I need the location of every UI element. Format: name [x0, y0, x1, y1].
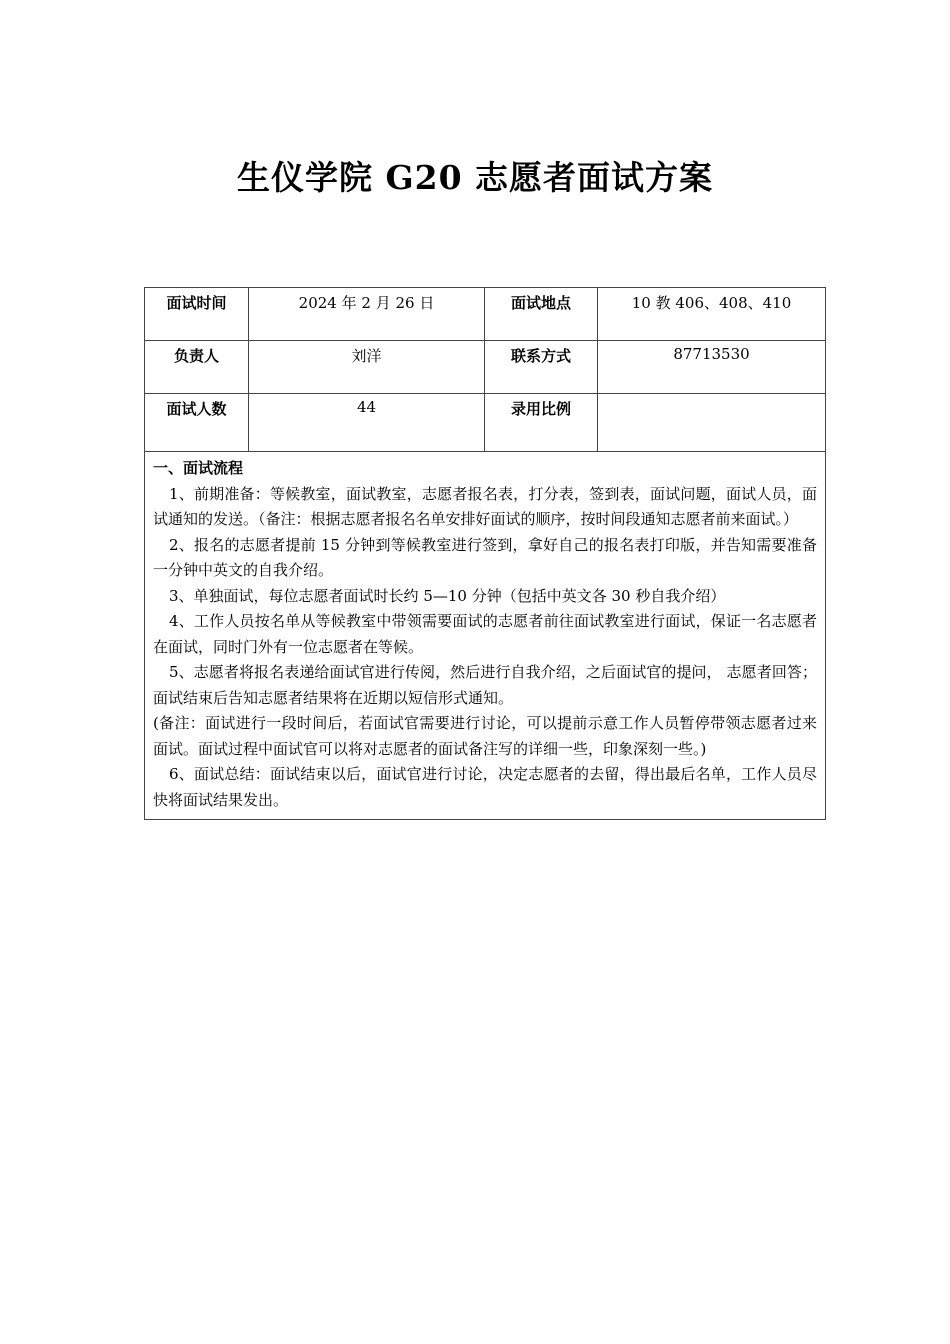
table-row	[145, 394, 826, 452]
table-row	[145, 341, 826, 394]
interviewee-count-value: 44	[249, 394, 485, 452]
person-in-charge-label: 负责人	[145, 341, 249, 394]
process-step: 5、志愿者将报名表递给面试官进行传阅，然后进行自我介绍，之后面试官的提问， 志愿者回答；面试结束后告知志愿者结果将在近期以短信形式通知。	[153, 663, 817, 707]
interview-process	[153, 456, 817, 813]
person-in-charge-value: 刘洋	[249, 341, 485, 394]
table-row	[145, 452, 826, 820]
process-step: 2、报名的志愿者提前 15 分钟到等候教室进行签到，拿好自己的报名表打印版，并告知需要准备一分钟中英文的自我介绍。	[153, 535, 817, 579]
process-step: 4、工作人员按名单从等候教室中带领需要面试的志愿者前往面试教室进行面试，保证一名志愿者在面试，同时门外有一位志愿者在等候。	[153, 612, 817, 656]
process-summary: 6、面试总结：面试结束以后，面试官进行讨论，决定志愿者的去留，得出最后名单，工作人员尽快将面试结果发出。	[153, 765, 817, 809]
interview-location-label: 面试地点	[485, 288, 598, 341]
interview-time-label: 面试时间	[145, 288, 249, 341]
interview-location-value: 10 教 406、408、410	[598, 288, 826, 341]
interviewee-count-label: 面试人数	[145, 394, 249, 452]
process-step: 3、单独面试，每位志愿者面试时长约 5—10 分钟（包括中英文各 30 秒自我介绍）	[169, 586, 726, 605]
page-title: 生仪学院 G20 志愿者面试方案	[236, 158, 714, 197]
process-note: (备注：面试进行一段时间后，若面试官需要进行讨论，可以提前示意工作人员暂停带领志愿者过来面试。面试过程中面试官可以将对志愿者的面试备注写的详细一些，印象深刻一些。)	[153, 714, 817, 758]
interview-process-cell	[145, 452, 826, 820]
contact-label: 联系方式	[485, 341, 598, 394]
table-row	[145, 288, 826, 341]
admission-ratio-label: 录用比例	[485, 394, 598, 452]
interview-time-value: 2024 年 2 月 26 日	[249, 288, 485, 341]
admission-ratio-value	[598, 394, 826, 452]
contact-value: 87713530	[598, 341, 826, 394]
process-heading: 一、面试流程	[153, 459, 244, 477]
interview-info-table	[144, 287, 826, 820]
process-step: 1、前期准备：等候教室，面试教室，志愿者报名表，打分表，签到表，面试问题，面试人员，面试通知的发送。（备注：根据志愿者报名名单安排好面试的顺序，按时间段通知志愿者前来面试。）	[153, 484, 817, 528]
